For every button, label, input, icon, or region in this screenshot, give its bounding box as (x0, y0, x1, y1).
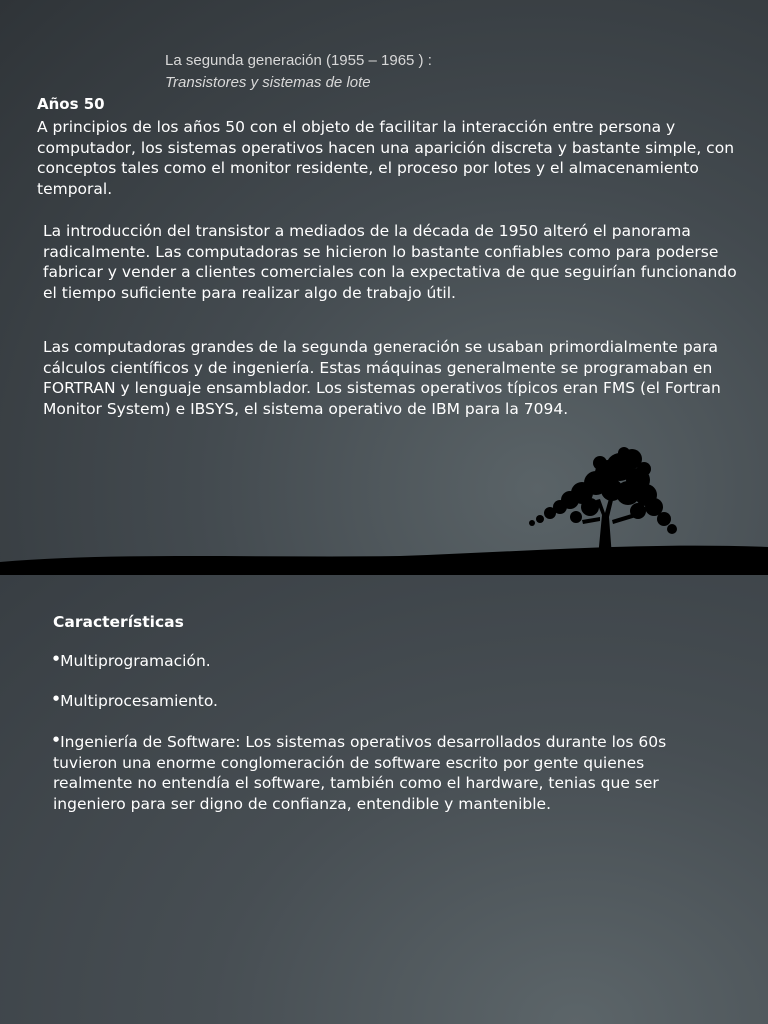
list-item (53, 688, 673, 712)
slide-title: La segunda generación (1955 – 1965 ) : (165, 52, 432, 69)
bullet-dot-icon: ● (53, 735, 60, 743)
list-item-text: Ingeniería de Software: Los sistemas operativos desarrollados durante los 60s tuvieron una enorme conglomeración de software escrito por gente quienes realmente no entendía el software, también como el hardware, tenias que ser ingeniero para ser digno de confianza, entendible y mantenible. (53, 733, 667, 814)
section-heading-anos-50: Años 50 (37, 95, 105, 113)
slide-subtitle: Transistores y sistemas de lote (165, 74, 371, 91)
paragraph-intro: A principios de los años 50 con el objeto de facilitar la interacción entre persona y computador, los sistemas operativos hacen una aparición discreta y bastante simple, con conceptos tales como el monitor residente, el proceso por lotes y el almacenamiento temporal. (37, 118, 735, 199)
paragraph-transistor: La introducción del transistor a mediados de la década de 1950 alteró el panorama radicalmente. Las computadoras se hicieron lo bastante confiables como para poderse fabricar y vender a clientes comerciales con la expectativa de que seguirían funcionando el tiempo suficiente para realizar algo de trabajo útil. (43, 222, 737, 303)
bullet-dot-icon: ● (53, 694, 60, 702)
list-item-text: Multiprocesamiento. (60, 692, 218, 710)
slide-caracteristicas (0, 575, 768, 1024)
section-heading-caracteristicas: Características (53, 613, 184, 631)
list-item-text: Multiprogramación. (60, 652, 211, 670)
list-item (53, 648, 673, 672)
paragraph-computadoras: Las computadoras grandes de la segunda generación se usaban primordialmente para cálculos científicos y de ingeniería. Estas máquinas generalmente se programaban en FORTRAN y lenguaje ensamblador. Los sistemas operativos típicos eran FMS (el Fortran Monitor System) e IBSYS, el sistema operativo de IBM para la 7094. (43, 338, 721, 419)
list-item (53, 729, 673, 815)
bullet-dot-icon: ● (53, 654, 60, 662)
hill-silhouette-icon (0, 530, 768, 575)
